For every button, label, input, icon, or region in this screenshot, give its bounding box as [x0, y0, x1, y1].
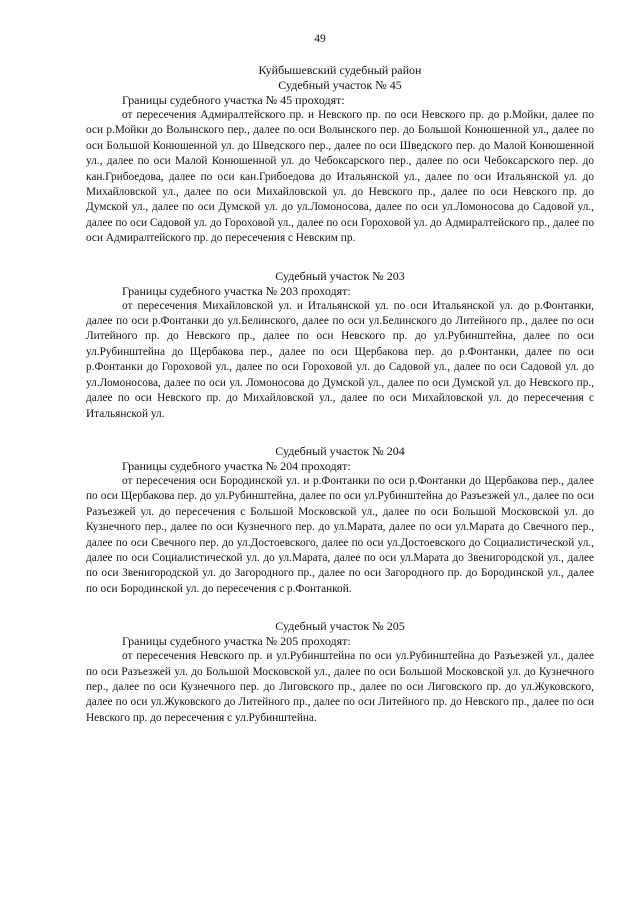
section-title: Судебный участок № 205: [275, 619, 405, 634]
section-title: Судебный участок № 204: [275, 443, 405, 458]
section-title: Судебный участок № 203: [275, 268, 405, 283]
boundary-description: от пересечения Михайловской ул. и Итальянской ул. по оси Итальянской ул. до р.Фонтанки, далее по оси р.Фонтанки до ул.Белинского, далее по оси ул.Белинского до Литейного пр., далее по оси Литейного пр. до Невского пр., далее по оси Невского пр. до ул.Рубинштейна, далее по оси ул.Рубинштейна до Щербакова пер., далее по оси Щербакова пер. до р.Фонтанки, далее по оси р.Фонтанки до Гороховой ул., далее по оси Гороховой ул. до Садовой ул., далее по оси Садовой ул. до ул.Ломоносова, далее по оси ул. Ломоносова до Думской ул., далее по оси Думской ул. до Невского пр., далее по оси Невского пр. до Михайловской ул., далее по оси Михайловской ул. до пересечения с Итальянской ул.: [86, 299, 594, 420]
section-court-204: [86, 444, 594, 597]
section-court-45: [86, 78, 594, 247]
page-number: 49: [314, 33, 326, 45]
bounds-label: Границы судебного участка № 203 проходят:: [122, 283, 351, 298]
bounds-label: Границы судебного участка № 205 проходят:: [122, 634, 351, 649]
district-title: Куйбышевский судебный район: [258, 63, 422, 77]
boundary-description: от пересечения Адмиралтейского пр. и Невского пр. по оси Невского пр. до р.Мойки, далее по оси р.Мойки до Волынского пер., далее по оси Волынского пер. до Большой Конюшенной ул., далее по оси Большой Конюшенной ул. до Шведского пер., далее по оси Шведского пер. до Малой Конюшенной ул., далее по оси Малой Конюшенной ул. до Чебоксарского пер., далее по оси Чебоксарского пер. до кан.Грибоедова, далее по оси кан.Грибоедова до Итальянской ул., далее по оси Итальянской ул. до Михайловской ул., далее по оси Михайловской ул. до Невского пр., далее по оси Невского пр. до Думской ул., далее по оси Думской ул. до ул.Ломоносова, далее по оси ул.Ломоносова до Садовой ул., далее по оси Садовой ул. до Гороховой ул., далее по оси Гороховой ул. до Адмиралтейского пр., далее по оси Адмиралтейского пр. до пересечения с Невским пр.: [86, 109, 594, 245]
document-body: [86, 63, 594, 726]
boundary-description: от пересечения Невского пр. и ул.Рубинштейна по оси ул.Рубинштейна до Разъезжей ул., далее по оси Разъезжей ул. до Большой Московской ул., далее по оси Большой Московской ул. до Кузнечного пер., далее по оси Кузнечного пер. до Лиговского пр., далее по оси Лиговского пр. до ул.Жуковского, далее по оси ул.Жуковского до Литейного пр., далее по оси Литейного пр. до Невского пр., далее по оси Невского пр. до пересечения с ул.Рубинштейна.: [86, 650, 594, 724]
boundary-description: от пересечения оси Бородинской ул. и р.Фонтанки по оси р.Фонтанки до Щербакова пер., далее по оси Щербакова пер. до ул.Рубинштейна, далее по оси ул.Рубинштейна до Разъезжей ул., далее по оси Разъезжей ул. до пересечения с Большой Московской ул., далее по оси Большой Московской ул. до Кузнечного пер., далее по оси Кузнечного пер. до ул.Марата, далее по оси ул.Марата до Свечного пер., далее по оси Свечного пер. до ул.Достоевского, далее по оси ул.Достоевского до Социалистической ул., далее по оси Социалистической ул. до ул.Марата, далее по оси ул.Марата до Звенигородской ул., далее по оси Звенигородской ул. до Загородного пр., далее по оси Загородного пр. до Бородинской ул., далее по оси Бородинской ул. до пересечения с р.Фонтанкой.: [86, 474, 594, 595]
bounds-label: Границы судебного участка № 45 проходят:: [122, 93, 345, 107]
bounds-label: Границы судебного участка № 204 проходят:: [122, 458, 351, 473]
section-court-203: [86, 269, 594, 422]
section-title: Судебный участок № 45: [278, 78, 402, 92]
section-court-205: [86, 619, 594, 726]
